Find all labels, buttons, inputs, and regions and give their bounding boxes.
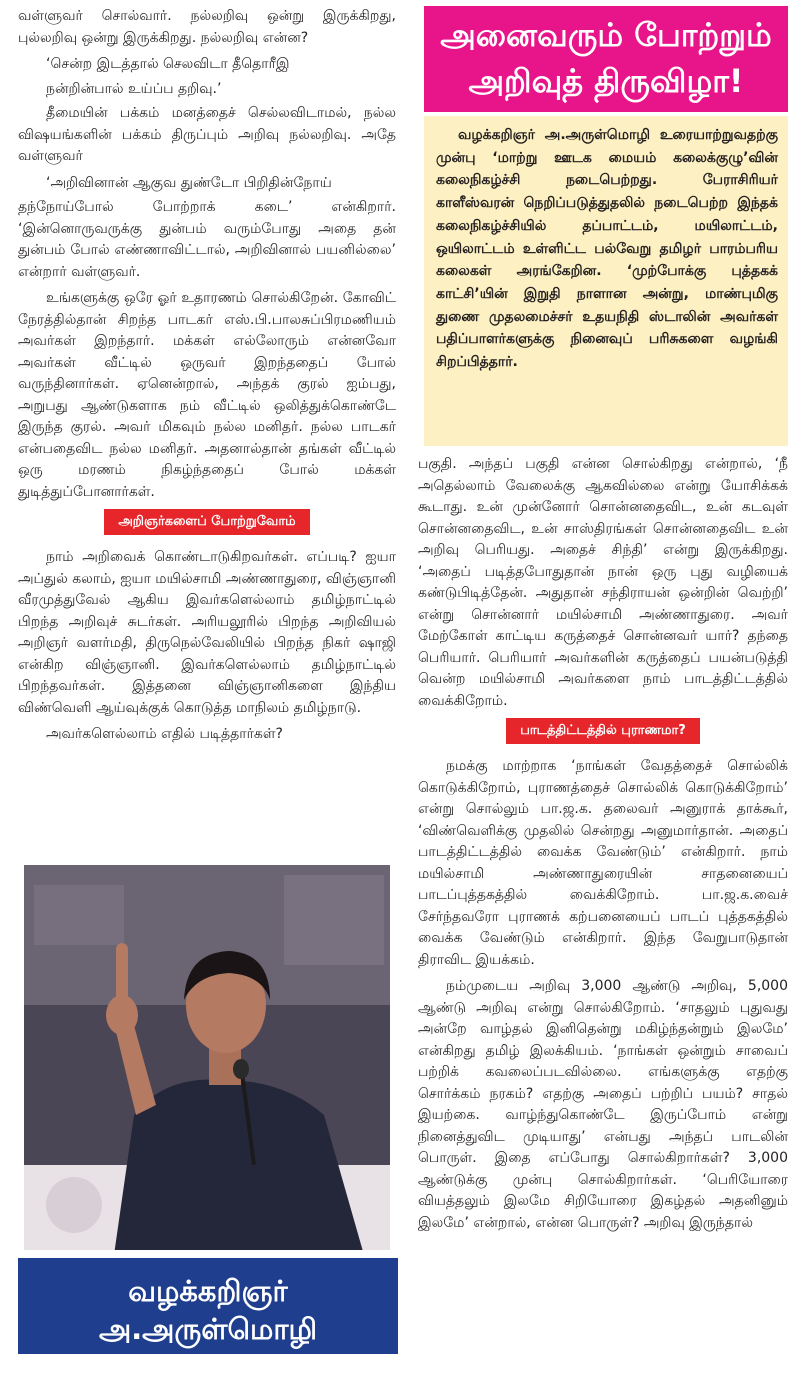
body-paragraph: நாம் அறிவைக் கொண்டாடுகிறவர்கள். எப்படி? ஐயா அப்துல் கலாம், ஐயா மயில்சாமி அண்ணாதுரை, விஞ்ஞானி வீரமுத்துவேல் ஆகிய இவர்களெல்லாம் தமிழ்நாட்டில் பிறந்த அறிவுச் சுடர்கள். அரியலூரில் பிறந்த அறிவியல் அறிஞர் வளர்மதி, திருநெல்வேலியில் பிறந்த நிகர் ஷாஜி என்கிற விஞ்ஞானி. இவர்களெல்லாம் தமிழ்நாட்டில் பிறந்தவர்கள். இத்தனை விஞ்ஞானிகளை இந்திய விண்வெளி ஆய்வுக்குக் கொடுத்த மாநிலம் தமிழ்நாடு.: [18, 549, 396, 716]
body-paragraph: அவர்களெல்லாம் எதில் படித்தார்கள்?: [46, 726, 283, 742]
speaker-illustration: [24, 865, 390, 1250]
left-column: [18, 6, 396, 751]
headline-line1: அனைவரும் போற்றும்: [440, 16, 772, 54]
body-paragraph: தீமையின் பக்கம் மனத்தைச் செல்லவிடாமல், நல்ல விஷயங்களின் பக்கம் திருப்பும் அறிவு நல்லறிவு. அதே வள்ளுவர்: [18, 105, 396, 164]
headline-line2: அறிவுத் திருவிழா!: [468, 62, 744, 100]
body-paragraph: நம்முடைய அறிவு 3,000 ஆண்டு அறிவு, 5,000 ஆண்டு அறிவு என்று சொல்கிறோம். ‘சாதலும் புதுவது அன்றே வாழ்தல் இனிதென்று மகிழ்ந்தன்றும் இலமே’ என்கிறது தமிழ் இலக்கியம். ‘நாங்கள் ஒன்றும் சாவைப் பற்றிக் கவலைப்படவில்லை. எங்களுக்கு எதற்கு சொர்க்கம் நரகம்? எதற்கு அதைப் பற்றிப் பயம்? சாதல் இயற்கை. வாழ்ந்துகொண்டே இருப்போம் என்று நினைத்துவிட முடியாது’ என்பது அந்தப் பாடலின் பொருள். இதை எப்போது சொல்கிறார்கள்? 3,000 ஆண்டுக்கு முன்பு சொல்கிறார்கள். ‘பெரியோரை வியத்தலும் இலமே சிறியோரை இகழ்தல் அதனினும் இலமே’ என்றால், என்ன பொருள்? அறிவு இருந்தால்: [418, 978, 788, 1231]
sidebar-box: [424, 116, 788, 446]
body-paragraph: உங்களுக்கு ஒரே ஓர் உதாரணம் சொல்கிறேன். கோவிட் நேரத்தில்தான் சிறந்த பாடகர் எஸ்.பி.பாலசுப்பிரமணியம் அவர்கள் இறந்தார். மக்கள் எல்லோரும் என்னவோ அவர்கள் வீட்டில் ஒருவர் இறந்ததைப் போல் வருந்தினார்கள். ஏனென்றால், அந்தக் குரல் ஐம்பது, அறுபது ஆண்டுகளாக நம் வீட்டில் ஒலித்துக்கொண்டே இருந்த குரல். அவர் மிகவும் நல்ல மனிதர். நல்ல பாடகர் என்பதைவிட நல்ல மனிதர். அதனால்தான் தங்கள் வீட்டில் ஒரு மரணம் நிகழ்ந்ததைப் போல் மக்கள் துடித்துப்போனார்கள்.: [18, 290, 396, 500]
speaker-caption: [18, 1258, 398, 1376]
speaker-photo: [24, 865, 390, 1250]
body-paragraph: நமக்கு மாற்றாக ‘நாங்கள் வேதத்தைச் சொல்லிக் கொடுக்கிறோம், புராணத்தைச் சொல்லிக் கொடுக்கிறோம்’ என்று சொல்லும் பா.ஜ.க. தலைவர் அனுராக் தாக்கூர், ‘விண்வெளிக்கு முதலில் சென்றது அனுமார்தான். அதைப் பாடத்திட்டத்தில் வைக்க வேண்டும்’ என்கிறார். நாம் மயில்சாமி அண்ணாதுரையின் சாதனையைப் பாடப்புத்தகத்தில் வைக்கிறோம். பா.ஜ.க.வைச் சேர்ந்தவரோ புராணக் கற்பனையைப் பாடப் புத்தகத்தில் வைக்க வேண்டும் என்கிறார். இந்த வேறுபாடுதான் திராவிட இயக்கம்.: [418, 758, 788, 968]
kural-quote-line: ‘சென்ற இடத்தால் செலவிடா தீதொரீஇ: [46, 56, 290, 72]
subhead-container: [18, 509, 396, 535]
kural-quote-line: நன்றின்பால் உய்ப்ப தறிவு.’: [46, 80, 222, 97]
body-paragraph: தந்நோய்போல் போற்றாக் கடை’ என்கிறார். ‘இன்னொருவருக்கு துன்பம் வரும்போது அதை தன் துன்பம் போல் எண்ணாவிட்டால், அறிவினால் பயனில்லை’ என்றார் வள்ளுவர்.: [18, 199, 396, 280]
section-subhead: பாடத்திட்டத்தில் புராணமா?: [506, 718, 700, 744]
body-paragraph: வள்ளுவர் சொல்வார். நல்லறிவு ஒன்று இருக்கிறது, புல்லறிவு ஒன்று இருக்கிறது. நல்லறிவு என்ன?: [18, 8, 396, 46]
subhead-container: [418, 718, 788, 744]
section-subhead: அறிஞர்களைப் போற்றுவோம்: [104, 509, 309, 535]
right-column: [418, 454, 788, 1239]
speaker-name: வழக்கறிஞர் அ.அருள்மொழி: [98, 1274, 318, 1346]
headline-box: [424, 6, 788, 112]
kural-quote-line: ‘அறிவினான் ஆகுவ துண்டோ பிறிதின்நோய்: [46, 174, 332, 191]
body-paragraph: பகுதி. அந்தப் பகுதி என்ன சொல்கிறது என்றால், ‘நீ அதெல்லாம் வேலைக்கு ஆகவில்லை என்று யோசிக்கக் கூடாது. உன் முன்னோர் சொன்னதைவிட, உன் கடவுள் சொன்னதைவிட, உன் சாஸ்திரங்கள் சொன்னதைவிட உன் அறிவு பெரியது. அதைச் சிந்தி’ என்று இருக்கிறது. ‘அதைப் படித்தபோதுதான் நான் ஒரு புது வழியைக் கண்டுபிடித்தேன். அதுதான் சந்திராயன் ஒன்றின் வெற்றி’ என்று சொன்னார் மயில்சாமி அண்ணாதுரை. அவர் மேற்கோள் காட்டிய கருத்தைச் சொன்னவர் யார்? தந்தை பெரியார். பெரியார் அவர்களின் கருத்தைப் பயன்படுத்தி வென்ற மயில்சாமி அவர்களை நாம் பாடத்திட்டத்தில் வைக்கிறோம்.: [418, 456, 788, 709]
sidebar-text: வழக்கறிஞர் அ.அருள்மொழி உரையாற்றுவதற்கு முன்பு ‘மாற்று ஊடக மையம் கலைக்குழு’வின் கலைநிகழ்ச்சி நடைபெற்றது. பேராசிரியர் காளீஸ்வரன் நெறிப்படுத்துதலில் நடைபெற்ற இந்தக் கலைநிகழ்ச்சியில் தப்பாட்டம், மயிலாட்டம், ஒயிலாட்டம் உள்ளிட்ட பல்வேறு தமிழர் பாரம்பரிய கலைகள் அரங்கேறின. ‘முற்போக்கு புத்தகக் காட்சி’யின் இறுதி நாளான அன்று, மாண்புமிகு துணை முதலமைச்சர் உதயநிதி ஸ்டாலின் அவர்கள் பதிப்பாளர்களுக்கு நினைவுப் பரிசுகளை வழங்கி சிறப்பித்தார்.: [436, 127, 778, 371]
speaker-role: திராவிடர் கழகப் பிரச்சாரச் செயலாளர்: [52, 1355, 364, 1376]
